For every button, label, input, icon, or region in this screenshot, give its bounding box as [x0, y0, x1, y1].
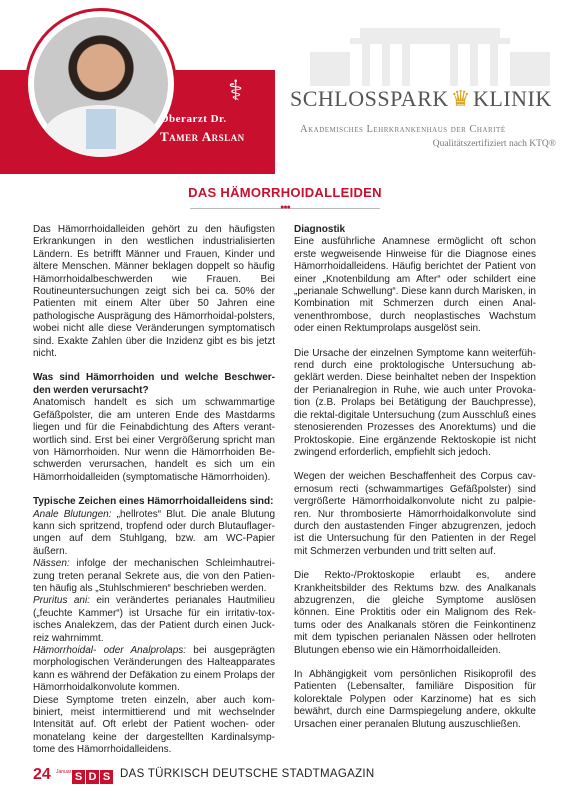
symptom-wetness [33, 558, 275, 595]
article-title: DAS HÄMORRHOIDALLEIDEN [188, 185, 382, 200]
logo-text-left: SCHLOSSPARK [290, 86, 449, 111]
doctor-name: Tamer Arslan [160, 129, 245, 144]
logo-text-right: KLINIK [473, 86, 552, 111]
magazine-logo [72, 767, 114, 781]
page-number: 24 [33, 766, 51, 783]
risk-paragraph: In Abhängigkeit vom persönlichen Risikoprofil des Patienten (Lebensalter, familiäre Disposition für kolorektale Polypen oder Karzinome) hat es sich bewährt, durch eine Darmspiegelung andere, okkulte Ursachen einer peranalen Blutung auszuschließen. [294, 669, 536, 730]
examination-paragraph: Die Ursache der einzelnen Symptome kann weiterfüh-rend durch eine proktologische Untersuchung ab-geklärt werden. Diese beinhaltet neben der Inspektion der Perianalregion in Ruhe, wie auch unter Provoka-tion (z.B. Prolaps bei Betätigung der Bauchpresse), die rektal-digitale Untersuchung (zum Ausschluß eines stenosierenden Prozesses des Anorektums) und die Proktoskopie. Eine ergänzende Rektoskopie ist nicht zwingend erforderlich, empfiehlt sich jedoch. [294, 347, 536, 458]
symptom-label: Pruritus ani: [33, 595, 90, 607]
doctor-photo [34, 17, 168, 151]
magazine-logo-letter: D [86, 770, 99, 784]
diagnostics-paragraph: Eine ausführliche Anamnese ermöglicht oft schon erste wegweisende Hinweise für die Diagnose eines Hämorrhoidalleidens. Häufig berichtet der Patient von einer „Knotenbildung am After“ oder schildert eine „perianale Schwellung“. Diese kann durch Marisken, in Kombination mit Schmerzen durch einen Anal-venenthrombose, durch neoplastisches Wachstum oder einen Rektumprolaps ausgelöst sein. [294, 236, 536, 335]
rod-of-asclepius-icon: ⚕ [228, 74, 244, 107]
symptom-pruritus [33, 595, 275, 645]
proctoscopy-paragraph: Die Rekto-/Proktoskopie erlaubt es, andere Krankheitsbilder des Rektums bzw. des Analkanals abzugrenzen, die gleiche Symptome auslösen können. Eine Proktitis oder ein Malignom des Rek-tums oder des Analkanals stören die Feinkontinenz mit dem typischen perianalen Nässen oder hellroten Blutungen ebenso wie ein Hämorrhoidalleiden. [294, 570, 536, 656]
clinic-subtitle: Akademisches Lehrkrankenhaus der Charité [300, 124, 506, 135]
symptom-label: Anale Blutungen: [33, 508, 112, 520]
section-heading: Diagnostik [294, 224, 346, 235]
issue-month: Januar [56, 769, 72, 775]
footer [0, 766, 570, 790]
section-heading: Was sind Hämorrhoiden und welche Beschwer-den werden verursacht? [33, 372, 275, 396]
symptom-text: bei ausgeprägten morphologischen Veränderungen des Halteapparates kann es während der Defäkation zu einem Prolaps der Hämorrhoidalkonvolute kommen. [33, 645, 275, 694]
crown-icon: ♛ [450, 86, 471, 111]
header [0, 0, 570, 178]
symptom-label: Hämorrhoidal- oder Analprolaps: [33, 645, 187, 656]
article-column-left [33, 224, 275, 769]
divider-dots-icon: ●●● [280, 204, 290, 211]
symptom-text: infolge der mechanischen Schleimhautrei-zung treten peranal Sekrete aus, die von den Patien-ten häufig als „Stuhlschmieren“ beschrieben werden. [33, 558, 275, 594]
clinic-logo [290, 86, 560, 112]
magazine-logo-letter: S [72, 770, 85, 784]
symptom-prolapse [33, 645, 275, 695]
doctor-photo-frame [25, 8, 177, 160]
palpation-paragraph: Wegen der weichen Beschaffenheit des Corpus cav-ernosum recti (schwammartiges Gefäßpolster) sind vergrößerte Hämorrhoidalkonvolute nicht zu palpie-ren. Nur thrombosierte Hämorrhoidalkonvolute sind durch den austastenden Finger abzugrenzen, jedoch ist die Untersuchung für den Patienten in der Regel mit Schmerzen verbunden und tritt selten auf. [294, 471, 536, 557]
doctor-shirt [86, 109, 116, 149]
symptom-text: „hellrotes“ Blut. Die anale Blutung kann sich spritzend, tropfend oder durch Blutauflager-ungen auf dem Stuhlgang, bzw. am WC-Papier äußern. [33, 508, 276, 557]
doctor-title: Oberarzt Dr. [160, 113, 227, 125]
intro-paragraph: Das Hämorrhoidalleiden gehört zu den häufigsten Erkrankungen in den westlichen industrialisierten Ländern. Es betrifft Männer und Frauen, Kinder und ältere Menschen. Männer beklagen doppelt so häufig Hämorrhoidalbeschwerden wie Frauen. Bei Routineuntersuchungen zeigt sich bei ca. 50% der Patienten mit einem Alter über 50 Jahren eine pathologische Ausprägung des Hämorrhoidal-polsters, wobei nicht alle diese Veränderungen symptomatisch sind. Exakte Zahlen über die Inzidenz gibt es bis jetzt nicht. [33, 224, 275, 360]
symptom-text: ein verändertes perianales Hautmilieu („feuchte Kammer“) ist Ursache für ein irritativ-tox-isches Analekzem, das der Patient durch einen Juck-reiz wahrnimmt. [33, 595, 275, 644]
magazine-logo-letter: S [100, 770, 113, 784]
section-heading: Typische Zeichen eines Hämorrhoidalleidens sind: [33, 496, 274, 508]
clinic-certification: Qualitätszertifiziert nach KTQ® [432, 139, 556, 149]
symptom-label: Nässen: [33, 558, 70, 570]
anatomy-paragraph: Anatomisch handelt es sich um schwammartige Gefäßpolster, die am unteren Ende des Mastdarms liegen und für die Feinabdichtung des Afters verant-wortlich sind. Erst bei einer Vergrößerung spricht man von Hämorrhoiden. Nur wenn die Hämorrhoiden Be-schwerden verursachen, handelt es sich um ein Hämorrhoidalleiden (symptomatische Hämorrhoiden). [33, 397, 275, 483]
magazine-tagline: DAS TÜRKISCH DEUTSCHE STADTMAGAZIN [120, 768, 375, 780]
article-column-right [294, 224, 536, 743]
brandenburg-gate-watermark [300, 22, 560, 92]
symptom-bleeding [33, 509, 275, 559]
symptoms-summary-paragraph: Diese Symptome treten einzeln, aber auch kom-biniert, meist intermittierend und mit wechselnder Intensität auf. Oft erlebt der Patient wochen- oder monatelang keine der dargestellten Kardinalsymp-tome des Hämorrhoidalleidens. [33, 694, 275, 756]
